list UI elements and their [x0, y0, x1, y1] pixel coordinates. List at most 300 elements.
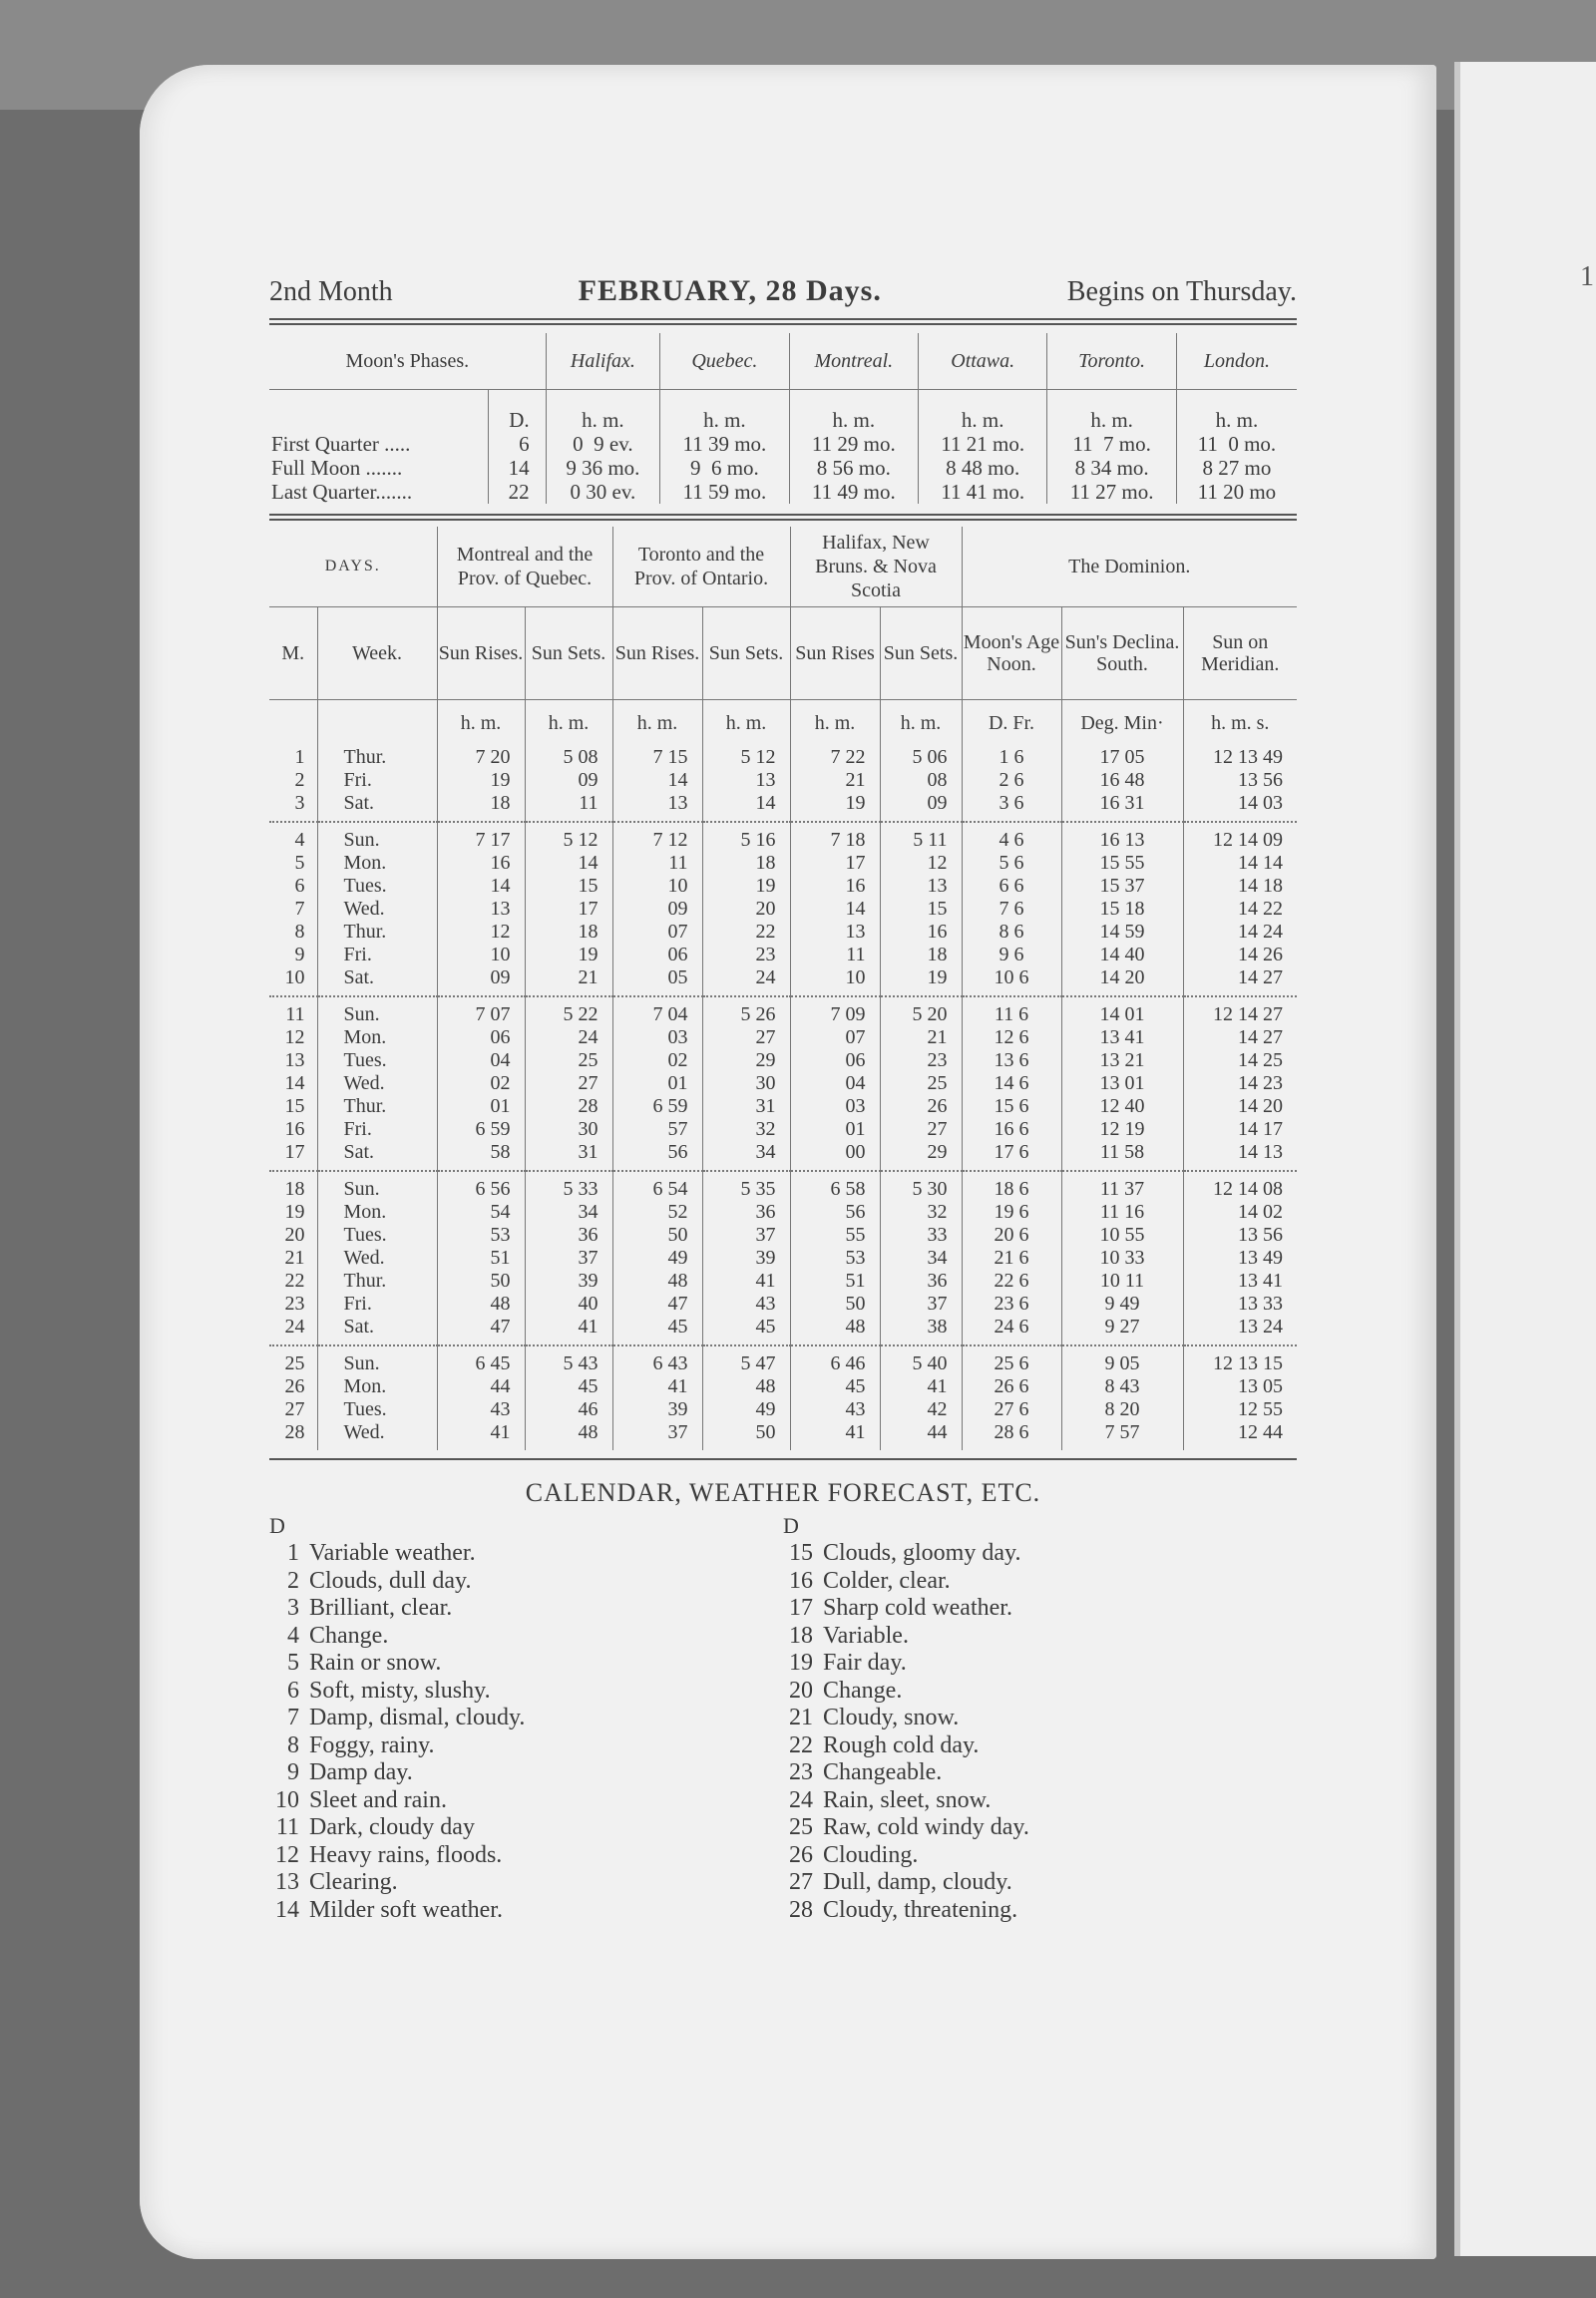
time-cell: 11: [612, 852, 702, 875]
forecast-day: 11: [275, 1814, 299, 1840]
time-cell: 07: [790, 1026, 880, 1049]
time-cell: 34: [525, 1201, 612, 1224]
day-row: [269, 1293, 1297, 1316]
time-cell: 25 6: [962, 1345, 1061, 1375]
time-cell: 11: [790, 944, 880, 966]
time-cell: 33: [880, 1224, 962, 1247]
facing-page-number: 1: [1580, 261, 1594, 292]
forecast-day: 2: [287, 1567, 299, 1594]
forecast-item: [783, 1540, 1297, 1568]
time-cell: 7 22: [790, 746, 880, 769]
time-cell: 56: [612, 1141, 702, 1171]
time-cell: 48: [702, 1375, 790, 1398]
phase-time: 0 30 ev.: [546, 480, 660, 504]
forecast-day: 7: [287, 1705, 299, 1730]
time-cell: 12: [880, 852, 962, 875]
time-cell: 7 18: [790, 822, 880, 852]
forecast-text: Rain or snow.: [309, 1650, 442, 1676]
phase-day: 14: [488, 456, 546, 480]
day-of-month: 21: [284, 1247, 305, 1269]
day-row: [269, 852, 1297, 875]
forecast-day: 26: [789, 1841, 813, 1868]
forecast-item: [783, 1787, 1297, 1815]
time-cell: 54: [437, 1201, 525, 1224]
page-header: [269, 274, 1297, 318]
time-cell: 09: [612, 898, 702, 921]
forecast-text: Sleet and rain.: [309, 1786, 447, 1813]
phase-time: 8 27 mo: [1176, 456, 1297, 480]
weekday: Mon.: [317, 1201, 437, 1224]
units-hm: h. m.: [1176, 390, 1297, 433]
day-row: [269, 1201, 1297, 1224]
forecast-day: 14: [275, 1896, 299, 1923]
forecast-text: Clouds, gloomy day.: [823, 1540, 1021, 1566]
day-of-month: 20: [284, 1224, 305, 1246]
moon-phases-header: Moon's Phases.: [269, 333, 546, 390]
time-cell: 21: [525, 966, 612, 996]
time-cell: 27: [525, 1072, 612, 1095]
spacer-cell: [269, 700, 317, 747]
phase-time: 8 48 mo.: [919, 456, 1047, 480]
table-bottom-rule: [269, 1458, 1297, 1460]
column-header: Sun Sets.: [525, 607, 612, 700]
phase-row: [269, 432, 1297, 456]
header-rule: [269, 318, 1297, 325]
time-cell: 03: [790, 1095, 880, 1118]
day-of-month: 1: [294, 746, 305, 768]
column-header: Moon's Age Noon.: [962, 607, 1061, 700]
forecast-day: 9: [287, 1759, 299, 1785]
weekday: Tues.: [317, 875, 437, 898]
day-of-month: 4: [269, 822, 317, 852]
time-cell: 13 24: [1183, 1316, 1297, 1345]
forecast-day: 28: [789, 1896, 813, 1923]
forecast-text: Cloudy, threatening.: [823, 1896, 1018, 1923]
time-cell: 21: [790, 769, 880, 792]
time-cell: 05: [612, 966, 702, 996]
forecast-item: [783, 1650, 1297, 1678]
forecast-item: [783, 1623, 1297, 1651]
time-cell: 14 6: [962, 1072, 1061, 1095]
time-cell: 48: [525, 1421, 612, 1450]
forecast-item: [269, 1897, 783, 1925]
time-cell: 13: [437, 898, 525, 921]
time-cell: 16 31: [1061, 792, 1183, 822]
time-cell: 01: [437, 1095, 525, 1118]
time-cell: 13: [612, 792, 702, 822]
time-cell: 31: [702, 1095, 790, 1118]
forecast-item: [783, 1897, 1297, 1925]
forecast-d-label: D: [269, 1513, 285, 1538]
time-cell: 14: [437, 875, 525, 898]
forecast-item: [269, 1540, 783, 1568]
city-header: Quebec.: [660, 333, 789, 390]
time-cell: 7 6: [962, 898, 1061, 921]
day-of-month: 5: [294, 852, 305, 874]
time-cell: 49: [702, 1398, 790, 1421]
column-header: Sun Rises.: [612, 607, 702, 700]
units-hm: h. m.: [546, 390, 660, 433]
time-cell: 14: [612, 769, 702, 792]
time-cell: 56: [790, 1201, 880, 1224]
forecast-text: Heavy rains, floods.: [309, 1841, 503, 1868]
time-cell: 37: [612, 1421, 702, 1450]
time-cell: 14 24: [1183, 921, 1297, 944]
forecast-text: Dull, damp, cloudy.: [823, 1869, 1012, 1895]
time-cell: 15 6: [962, 1095, 1061, 1118]
time-cell: 5 30: [880, 1171, 962, 1201]
column-unit: h. m.: [880, 700, 962, 747]
time-cell: 15: [525, 875, 612, 898]
time-cell: 5 08: [525, 746, 612, 769]
day-row: [269, 1398, 1297, 1421]
units-hm: h. m.: [919, 390, 1047, 433]
day-row: [269, 1095, 1297, 1118]
time-cell: 22: [702, 921, 790, 944]
column-unit: Deg. Min·: [1061, 700, 1183, 747]
weekday: Fri.: [317, 1293, 437, 1316]
day-of-month: 16: [284, 1118, 305, 1140]
weekday: Mon.: [317, 1375, 437, 1398]
forecast-text: Change.: [823, 1677, 903, 1704]
time-cell: 4 6: [962, 822, 1061, 852]
city-header: London.: [1176, 333, 1297, 390]
time-cell: 1 6: [962, 746, 1061, 769]
day-row: [269, 944, 1297, 966]
forecast-d-label: D: [783, 1513, 799, 1538]
month-number: 2nd Month: [269, 276, 393, 307]
time-cell: 13 41: [1061, 1026, 1183, 1049]
day-row: [269, 1224, 1297, 1247]
forecast-day: 18: [789, 1622, 813, 1649]
time-cell: 15: [880, 898, 962, 921]
time-cell: 5 26: [702, 996, 790, 1026]
time-cell: 19 6: [962, 1201, 1061, 1224]
group-header: Montreal and the Prov. of Quebec.: [437, 527, 612, 607]
time-cell: 50: [612, 1224, 702, 1247]
forecast-text: Brilliant, clear.: [309, 1595, 453, 1621]
time-cell: 11 37: [1061, 1171, 1183, 1201]
day-of-month: 28: [284, 1421, 305, 1443]
time-cell: 06: [437, 1026, 525, 1049]
forecast-text: Colder, clear.: [823, 1567, 951, 1594]
phase-row: [269, 480, 1297, 504]
time-cell: 15 18: [1061, 898, 1183, 921]
time-cell: 36: [702, 1201, 790, 1224]
day-of-month: 24: [284, 1316, 305, 1338]
day-row: [269, 875, 1297, 898]
phase-time: 11 29 mo.: [789, 432, 918, 456]
day-of-month: 10: [284, 966, 305, 988]
page-content: [269, 274, 1297, 1924]
time-cell: 39: [525, 1270, 612, 1293]
time-cell: 09: [880, 792, 962, 822]
weekday: Fri.: [317, 944, 437, 966]
forecast-day: 23: [789, 1759, 813, 1785]
time-cell: 23: [702, 944, 790, 966]
page-title: FEBRUARY, 28 Days.: [578, 274, 882, 307]
time-cell: 14 27: [1183, 966, 1297, 996]
phase-time: 11 59 mo.: [660, 480, 789, 504]
time-cell: 5 47: [702, 1345, 790, 1375]
day-row: [269, 1118, 1297, 1141]
forecast-text: Milder soft weather.: [309, 1896, 503, 1923]
time-cell: 03: [612, 1026, 702, 1049]
time-cell: 14 03: [1183, 792, 1297, 822]
begins-day: Begins on Thursday.: [1066, 276, 1297, 307]
weekday: Thur.: [317, 1095, 437, 1118]
time-cell: 14 27: [1183, 1026, 1297, 1049]
time-cell: 36: [525, 1224, 612, 1247]
column-unit: h. m.: [437, 700, 525, 747]
time-cell: 7 09: [790, 996, 880, 1026]
day-row: [269, 1375, 1297, 1398]
time-cell: 7 07: [437, 996, 525, 1026]
time-cell: 32: [880, 1201, 962, 1224]
column-unit: h. m.: [702, 700, 790, 747]
forecast-day: 16: [789, 1567, 813, 1594]
phases-rule: [269, 514, 1297, 521]
day-of-month: 23: [284, 1293, 305, 1315]
time-cell: 5 12: [525, 822, 612, 852]
phase-name: Full Moon .......: [271, 456, 403, 480]
time-cell: 16 6: [962, 1118, 1061, 1141]
time-cell: 8 43: [1061, 1375, 1183, 1398]
time-cell: 48: [790, 1316, 880, 1345]
time-cell: 34: [702, 1141, 790, 1171]
column-header: Week.: [317, 607, 437, 700]
day-of-month: 12: [284, 1026, 305, 1048]
day-row: [269, 746, 1297, 769]
forecast-text: Soft, misty, slushy.: [309, 1677, 491, 1704]
time-cell: 12 44: [1183, 1421, 1297, 1450]
day-of-month: 25: [269, 1345, 317, 1375]
weekday: Sat.: [317, 792, 437, 822]
day-row: [269, 1345, 1297, 1375]
day-of-month: 18: [269, 1171, 317, 1201]
forecast-day: 8: [287, 1731, 299, 1758]
forecast-day: 6: [287, 1677, 299, 1704]
column-header: Sun Sets.: [702, 607, 790, 700]
time-cell: 5 40: [880, 1345, 962, 1375]
time-cell: 5 43: [525, 1345, 612, 1375]
forecast-text: Variable weather.: [309, 1540, 476, 1566]
time-cell: 41: [790, 1421, 880, 1450]
time-cell: 24: [702, 966, 790, 996]
time-cell: 29: [880, 1141, 962, 1171]
weekday: Mon.: [317, 852, 437, 875]
time-cell: 02: [437, 1072, 525, 1095]
time-cell: 53: [437, 1224, 525, 1247]
time-cell: 3 6: [962, 792, 1061, 822]
time-cell: 14 26: [1183, 944, 1297, 966]
weekday: Tues.: [317, 1398, 437, 1421]
day-of-month: 9: [294, 944, 305, 965]
phase-day: 6: [488, 432, 546, 456]
time-cell: 48: [612, 1270, 702, 1293]
forecast-item: [269, 1869, 783, 1897]
time-cell: 32: [702, 1118, 790, 1141]
time-cell: 45: [612, 1316, 702, 1345]
time-cell: 10 55: [1061, 1224, 1183, 1247]
forecast-item: [269, 1595, 783, 1623]
forecast-left-column: [269, 1512, 783, 1924]
time-cell: 02: [612, 1049, 702, 1072]
time-cell: 7 12: [612, 822, 702, 852]
units-hm: h. m.: [1047, 390, 1176, 433]
day-of-month: 2: [294, 769, 305, 791]
forecast-text: Clearing.: [309, 1869, 398, 1895]
time-cell: 11 58: [1061, 1141, 1183, 1171]
time-cell: 8 20: [1061, 1398, 1183, 1421]
forecast-day: 17: [789, 1595, 813, 1621]
time-cell: 13 21: [1061, 1049, 1183, 1072]
city-header: Ottawa.: [919, 333, 1047, 390]
day-of-month: 26: [284, 1375, 305, 1397]
forecast-item: [269, 1678, 783, 1706]
time-cell: 27: [702, 1026, 790, 1049]
time-cell: 43: [790, 1398, 880, 1421]
time-cell: 45: [525, 1375, 612, 1398]
time-cell: 13 33: [1183, 1293, 1297, 1316]
day-row: [269, 1072, 1297, 1095]
time-cell: 44: [437, 1375, 525, 1398]
day-of-month: 8: [294, 921, 305, 943]
time-cell: 5 06: [880, 746, 962, 769]
time-cell: 40: [525, 1293, 612, 1316]
forecast-item: [783, 1842, 1297, 1870]
weekday: Mon.: [317, 1026, 437, 1049]
time-cell: 43: [702, 1293, 790, 1316]
time-cell: 58: [437, 1141, 525, 1171]
time-cell: 10 33: [1061, 1247, 1183, 1270]
forecast-day: 15: [789, 1540, 813, 1566]
time-cell: 41: [525, 1316, 612, 1345]
column-header: Sun Rises: [790, 607, 880, 700]
time-cell: 14 18: [1183, 875, 1297, 898]
phase-time: 11 49 mo.: [789, 480, 918, 504]
time-cell: 12 40: [1061, 1095, 1183, 1118]
time-cell: 15 37: [1061, 875, 1183, 898]
time-cell: 14 20: [1183, 1095, 1297, 1118]
time-cell: 26 6: [962, 1375, 1061, 1398]
time-cell: 6 46: [790, 1345, 880, 1375]
forecast-text: Cloudy, snow.: [823, 1705, 960, 1730]
day-of-month: 17: [284, 1141, 305, 1163]
weekday: Fri.: [317, 769, 437, 792]
time-cell: 14 59: [1061, 921, 1183, 944]
day-of-month: 7: [294, 898, 305, 920]
time-cell: 51: [790, 1270, 880, 1293]
day-row: [269, 1049, 1297, 1072]
time-cell: 11 6: [962, 996, 1061, 1026]
phase-time: 9 6 mo.: [660, 456, 789, 480]
time-cell: 49: [612, 1247, 702, 1270]
time-cell: 5 6: [962, 852, 1061, 875]
forecast-item: [783, 1759, 1297, 1787]
time-cell: 45: [702, 1316, 790, 1345]
time-cell: 19: [880, 966, 962, 996]
phase-name: Last Quarter.......: [271, 480, 413, 504]
time-cell: 7 04: [612, 996, 702, 1026]
forecast-text: Foggy, rainy.: [309, 1731, 435, 1758]
phase-time: 11 7 mo.: [1047, 432, 1176, 456]
group-header: Toronto and the Prov. of Ontario.: [612, 527, 790, 607]
phase-time: 11 41 mo.: [919, 480, 1047, 504]
time-cell: 22 6: [962, 1270, 1061, 1293]
time-cell: 18: [880, 944, 962, 966]
weekday: Sun.: [317, 822, 437, 852]
group-header: Halifax, New Bruns. & Nova Scotia: [790, 527, 962, 607]
time-cell: 6 45: [437, 1345, 525, 1375]
time-cell: 16: [880, 921, 962, 944]
time-cell: 18: [702, 852, 790, 875]
day-of-month: 3: [294, 792, 305, 814]
forecast-item: [269, 1814, 783, 1842]
time-cell: 13: [790, 921, 880, 944]
spacer-cell: [317, 700, 437, 747]
weekday: Wed.: [317, 898, 437, 921]
time-cell: 37: [702, 1224, 790, 1247]
weekday: Sat.: [317, 966, 437, 996]
time-cell: 14 01: [1061, 996, 1183, 1026]
time-cell: 17 05: [1061, 746, 1183, 769]
time-cell: 06: [790, 1049, 880, 1072]
time-cell: 08: [880, 769, 962, 792]
day-of-month: 14: [284, 1072, 305, 1094]
time-cell: 14 17: [1183, 1118, 1297, 1141]
time-cell: 11 16: [1061, 1201, 1183, 1224]
day-row: [269, 996, 1297, 1026]
time-cell: 24 6: [962, 1316, 1061, 1345]
units-hm: h. m.: [660, 390, 789, 433]
weekday: Wed.: [317, 1247, 437, 1270]
forecast-text: Dark, cloudy day: [309, 1814, 475, 1840]
time-cell: 17 6: [962, 1141, 1061, 1171]
forecast-text: Change.: [309, 1622, 389, 1649]
phase-name: First Quarter .....: [271, 432, 411, 456]
forecast-day: 4: [287, 1622, 299, 1649]
time-cell: 06: [612, 944, 702, 966]
time-cell: 9 05: [1061, 1345, 1183, 1375]
column-unit: h. m.: [525, 700, 612, 747]
day-row: [269, 1270, 1297, 1293]
forecast-item: [783, 1705, 1297, 1732]
forecast-item: [783, 1568, 1297, 1596]
time-cell: 9 6: [962, 944, 1061, 966]
day-of-month: 15: [284, 1095, 305, 1117]
time-cell: 42: [880, 1398, 962, 1421]
forecast-text: Variable.: [823, 1622, 909, 1649]
time-cell: 19: [702, 875, 790, 898]
weekday: Fri.: [317, 1118, 437, 1141]
city-header: Montreal.: [789, 333, 918, 390]
day-row: [269, 1171, 1297, 1201]
time-cell: 5 22: [525, 996, 612, 1026]
time-cell: 41: [880, 1375, 962, 1398]
day-of-month: 6: [294, 875, 305, 897]
forecast-text: Raw, cold windy day.: [823, 1814, 1029, 1840]
time-cell: 50: [437, 1270, 525, 1293]
time-cell: 30: [702, 1072, 790, 1095]
time-cell: 38: [880, 1316, 962, 1345]
forecast-text: Changeable.: [823, 1759, 943, 1785]
column-unit: D. Fr.: [962, 700, 1061, 747]
time-cell: 48: [437, 1293, 525, 1316]
time-cell: 17: [790, 852, 880, 875]
time-cell: 12 14 09: [1183, 822, 1297, 852]
time-cell: 50: [702, 1421, 790, 1450]
